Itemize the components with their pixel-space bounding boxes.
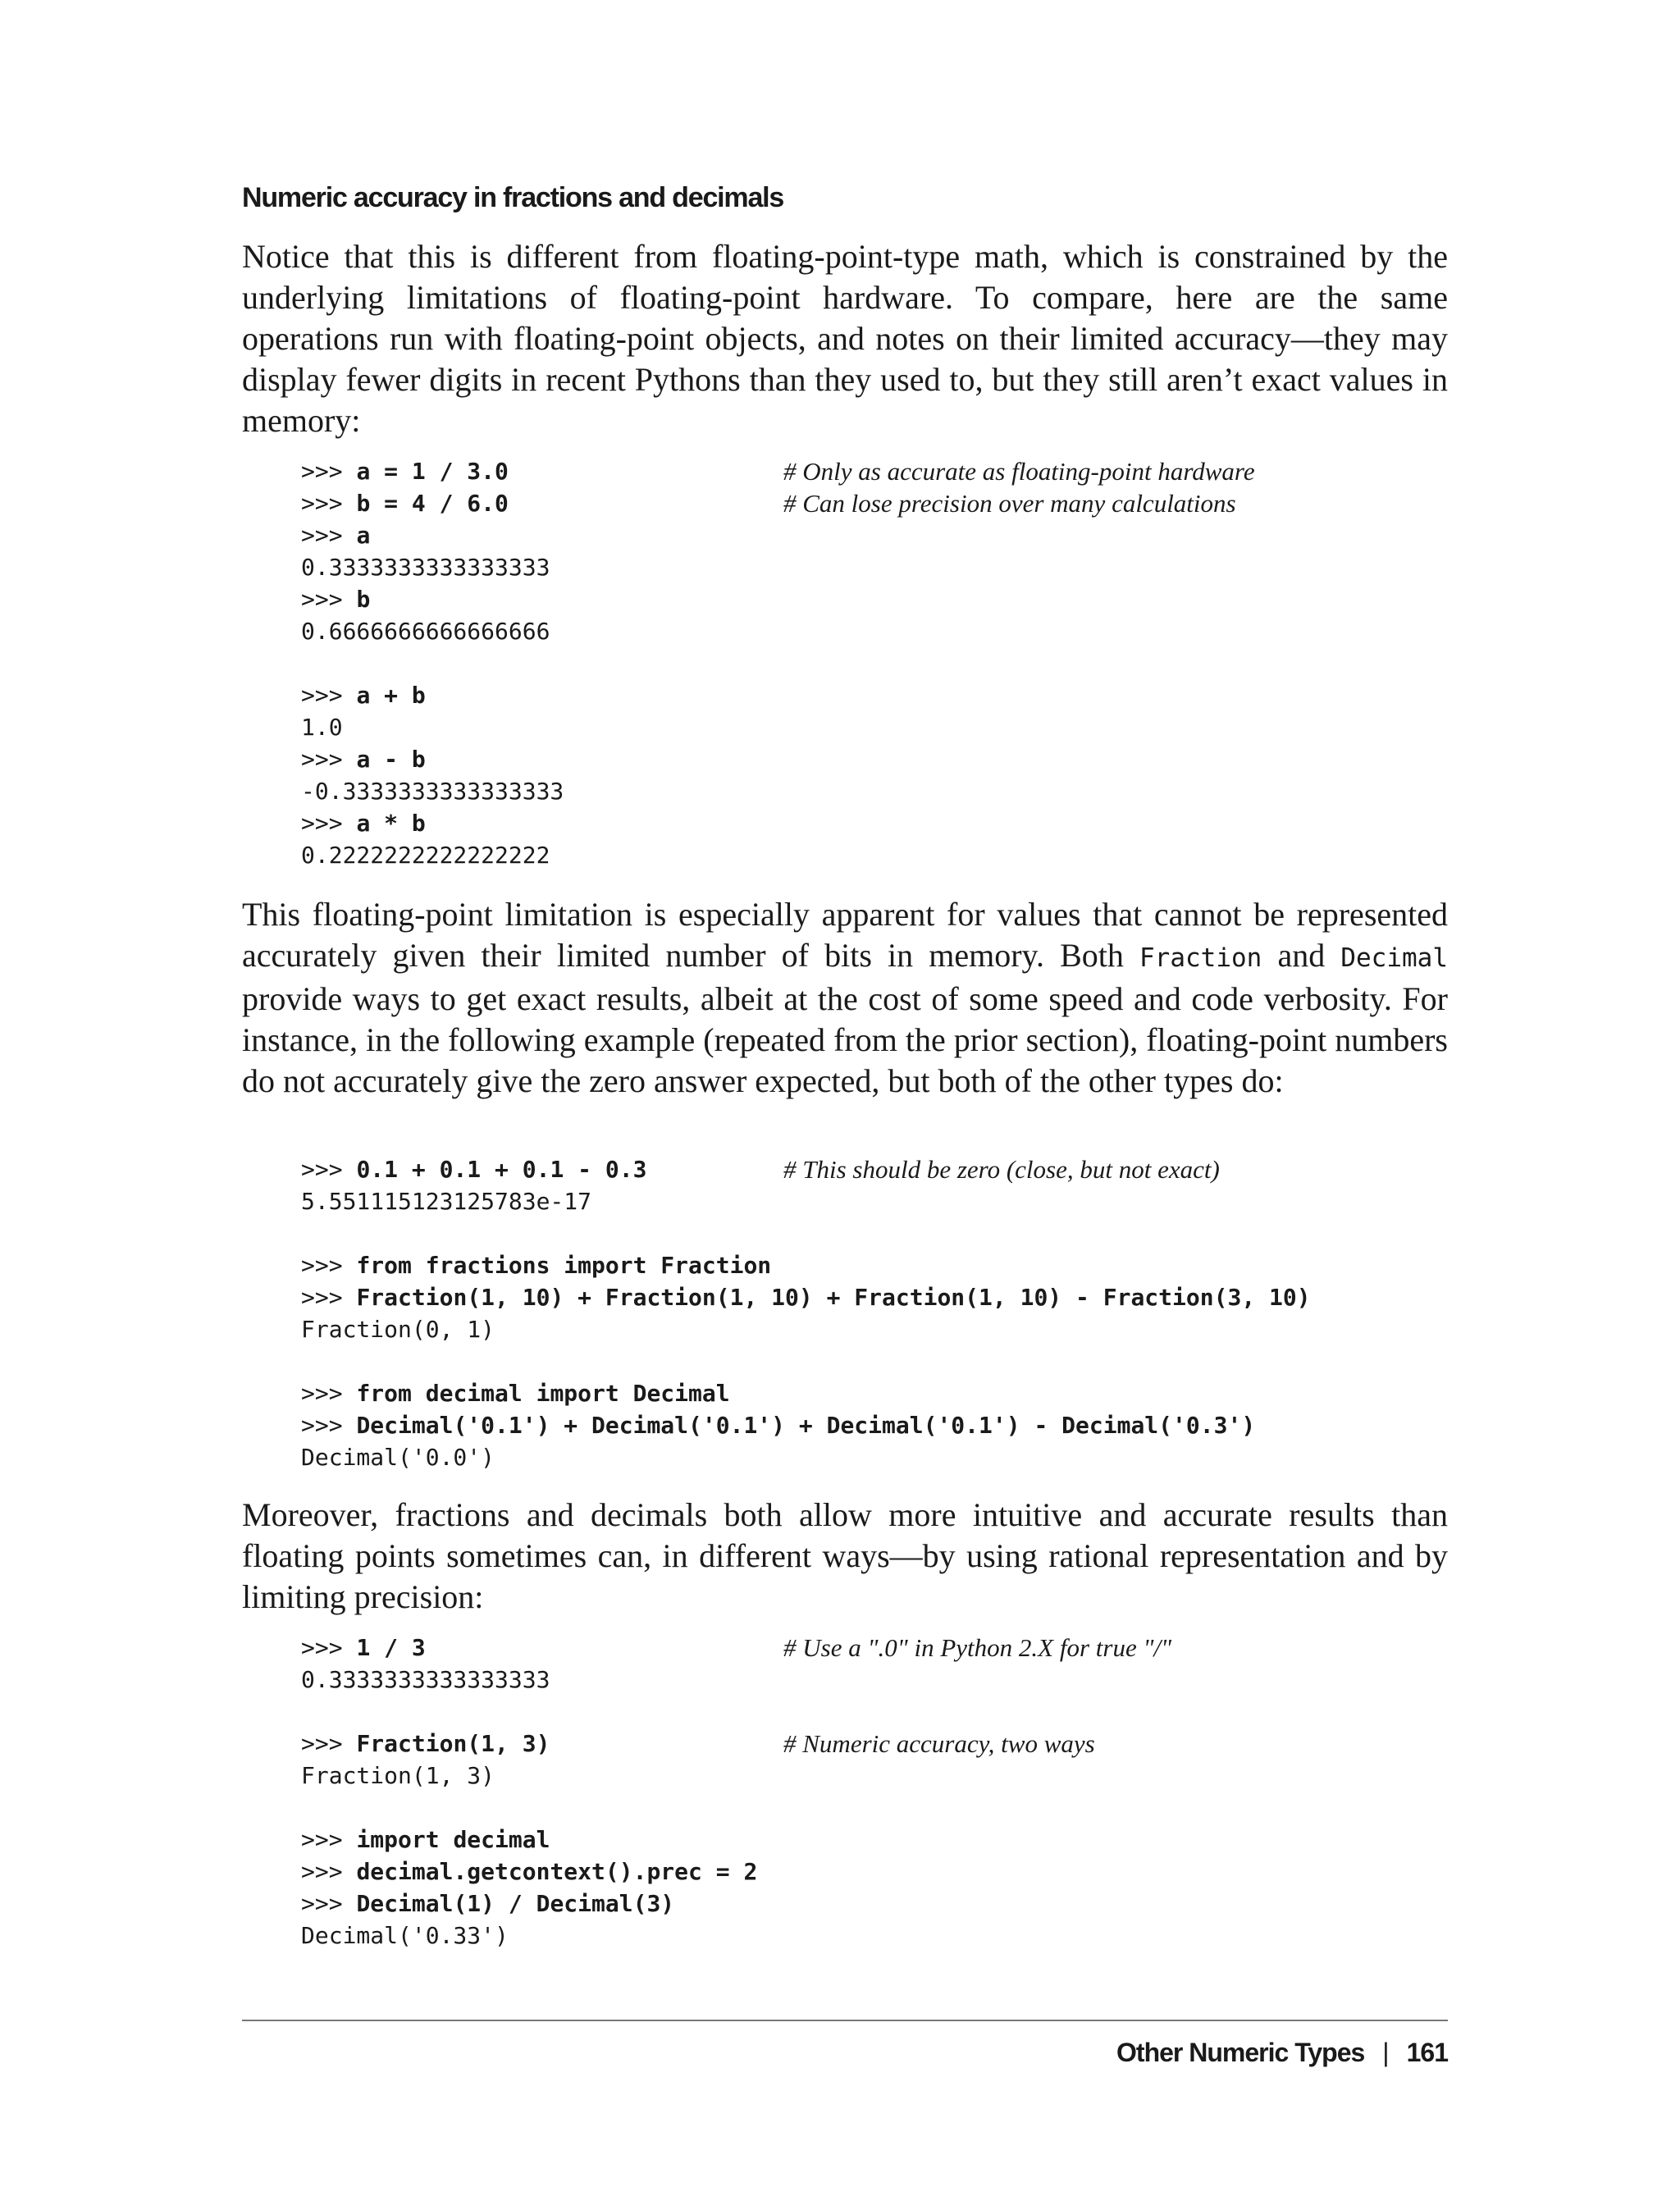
code-command: b — [356, 586, 371, 613]
code-input-line — [301, 1409, 1311, 1441]
code-command: a * b — [356, 810, 426, 837]
paragraph-2 — [242, 894, 1448, 1102]
code-input-line — [301, 1728, 1095, 1760]
code-input-line — [301, 1249, 1311, 1281]
code-command: 0.1 + 0.1 + 0.1 - 0.3 — [356, 1156, 647, 1183]
code-command: a + b — [356, 682, 426, 709]
code-output-line — [301, 775, 564, 807]
code-prompt: >>> — [301, 522, 357, 549]
code-prompt: >>> — [301, 810, 357, 837]
code-result: 0.6666666666666666 — [301, 618, 550, 645]
code-command: from fractions import Fraction — [356, 1252, 772, 1279]
code-command: Fraction(1, 10) + Fraction(1, 10) + Fraction(1, 10) - Fraction(3, 10) — [356, 1284, 1311, 1311]
code-result: -0.3333333333333333 — [301, 778, 564, 805]
code-output-line — [301, 1920, 757, 1952]
code-prompt: >>> — [301, 1826, 357, 1853]
footer-rule — [242, 2020, 1448, 2021]
code-prompt: >>> — [301, 1858, 357, 1885]
code-prompt: >>> — [301, 1380, 357, 1407]
paragraph-2-text-c: provide ways to get exact results, albeit at the cost of some speed and code verbosity. For instance, in the following example (repeated from the prior section), floating-point numbers do not accurately give the zero answer expected, but both of the other types do: — [242, 980, 1448, 1099]
code-block-1 — [301, 455, 1255, 871]
page-number: 161 — [1406, 2038, 1448, 2067]
code-input-line — [301, 1888, 757, 1920]
code-blank-line — [301, 1696, 757, 1728]
code-block-3 — [301, 1632, 1172, 1952]
code-prompt: >>> — [301, 1252, 357, 1279]
code-input-line — [301, 487, 1236, 519]
code-block-2 — [301, 1153, 1311, 1473]
code-result: 1.0 — [301, 714, 343, 741]
code-result: Decimal('0.33') — [301, 1922, 509, 1949]
code-result: Fraction(0, 1) — [301, 1316, 495, 1343]
code-input-line — [301, 1281, 1311, 1313]
code-input-line — [301, 1153, 1311, 1185]
code-input-line — [301, 1632, 1172, 1664]
code-prompt: >>> — [301, 458, 357, 485]
code-prompt: >>> — [301, 1412, 357, 1439]
code-output-line — [301, 1441, 1311, 1473]
code-input-line — [301, 807, 564, 839]
code-blank-line — [301, 647, 564, 679]
code-command: a - b — [356, 746, 426, 773]
code-output-line — [301, 1185, 1311, 1217]
code-result: Decimal('0.0') — [301, 1444, 495, 1471]
code-output-line — [301, 1664, 757, 1696]
code-input-line — [301, 455, 1255, 487]
code-result: Fraction(1, 3) — [301, 1762, 495, 1789]
code-blank-line — [301, 1792, 757, 1824]
code-command: Decimal(1) / Decimal(3) — [356, 1890, 675, 1917]
code-command: a = 1 / 3.0 — [356, 458, 509, 485]
code-prompt: >>> — [301, 1730, 357, 1757]
code-command: Fraction(1, 3) — [356, 1730, 550, 1757]
code-comment: # Only as accurate as floating-point hardware — [783, 457, 1255, 486]
code-result: 0.2222222222222222 — [301, 842, 550, 869]
code-output-line — [301, 1760, 757, 1792]
code-prompt: >>> — [301, 1156, 357, 1183]
code-output-line — [301, 839, 564, 871]
footer-section-title: Other Numeric Types — [1116, 2038, 1365, 2067]
footer-separator: | — [1382, 2038, 1389, 2067]
code-blank-line — [301, 1345, 1311, 1377]
section-heading: Numeric accuracy in fractions and decimals — [242, 182, 784, 213]
code-input-line — [301, 583, 564, 615]
code-result: 0.3333333333333333 — [301, 1666, 550, 1693]
code-input-line — [301, 1856, 757, 1888]
code-output-line — [301, 711, 564, 743]
code-input-line — [301, 519, 564, 551]
code-blank-line — [301, 1217, 1311, 1249]
code-command: 1 / 3 — [356, 1634, 426, 1661]
code-comment: # Use a ".0" in Python 2.X for true "/" — [783, 1633, 1172, 1662]
code-prompt: >>> — [301, 1284, 357, 1311]
code-comment: # Numeric accuracy, two ways — [783, 1729, 1095, 1758]
code-result: 0.3333333333333333 — [301, 554, 550, 581]
code-command: Decimal('0.1') + Decimal('0.1') + Decimal('0.1') - Decimal('0.3') — [356, 1412, 1256, 1439]
code-prompt: >>> — [301, 746, 357, 773]
code-result: 5.551115123125783e-17 — [301, 1188, 592, 1215]
code-output-line — [301, 615, 564, 647]
paragraph-1: Notice that this is different from floating-point-type math, which is constrained by the underlying limitations of floating-point hardware. To compare, here are the same operations run with floating-point objects, and notes on their limited accuracy—they may display fewer digits in recent Pythons than they used to, but they still aren’t exact values in memory: — [242, 238, 1448, 439]
code-output-line — [301, 551, 564, 583]
code-prompt: >>> — [301, 490, 357, 517]
paragraph-2-text-a: This floating-point limitation is especially apparent for values that cannot be represented accurately given their limited number of bits in memory. Both — [242, 896, 1448, 974]
code-input-line — [301, 679, 564, 711]
code-command: b = 4 / 6.0 — [356, 490, 509, 517]
code-input-line — [301, 1824, 757, 1856]
code-input-line — [301, 743, 564, 775]
code-comment: # This should be zero (close, but not exact) — [783, 1155, 1220, 1184]
page-footer — [1116, 2038, 1448, 2068]
code-command: from decimal import Decimal — [356, 1380, 730, 1407]
code-prompt: >>> — [301, 586, 357, 613]
code-command: decimal.getcontext().prec = 2 — [356, 1858, 758, 1885]
paragraph-2-text-b: and — [1262, 937, 1341, 974]
code-comment: # Can lose precision over many calculations — [783, 489, 1236, 518]
code-prompt: >>> — [301, 1890, 357, 1917]
code-prompt: >>> — [301, 1634, 357, 1661]
paragraph-3: Moreover, fractions and decimals both allow more intuitive and accurate results than floating points sometimes can, in different ways—by using rational representation and by limiting precision: — [242, 1496, 1448, 1615]
code-prompt: >>> — [301, 682, 357, 709]
inline-code-fraction: Fraction — [1139, 943, 1262, 973]
code-command: a — [356, 522, 371, 549]
code-input-line — [301, 1377, 1311, 1409]
inline-code-decimal: Decimal — [1340, 943, 1448, 973]
code-command: import decimal — [356, 1826, 550, 1853]
code-output-line — [301, 1313, 1311, 1345]
